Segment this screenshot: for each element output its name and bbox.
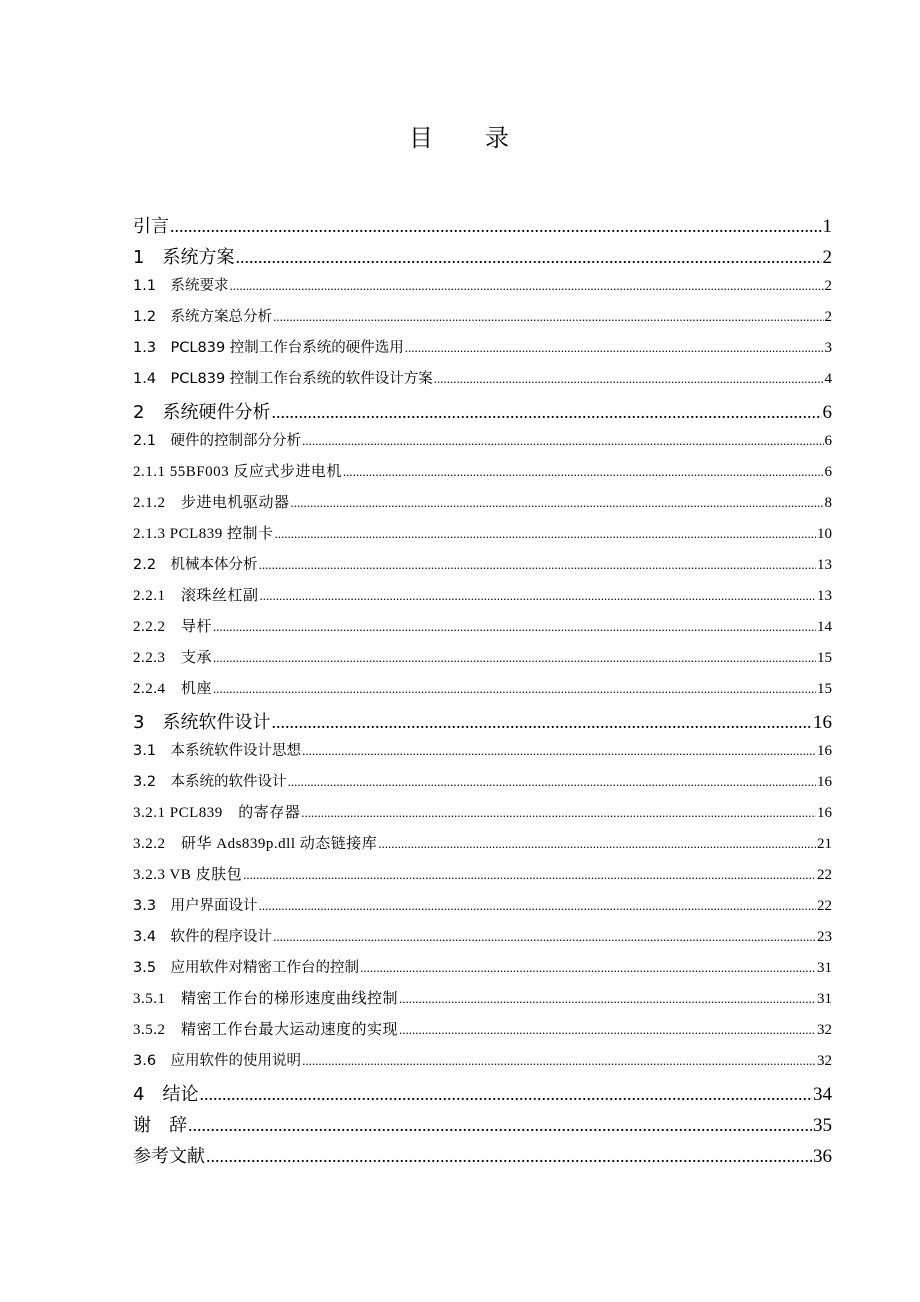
toc-entry[interactable] bbox=[133, 460, 832, 491]
title-char-right: 录 bbox=[485, 124, 511, 152]
toc-entry-page: 6 bbox=[822, 402, 832, 423]
toc-entry[interactable] bbox=[133, 584, 832, 615]
toc-entry-page: 1 bbox=[822, 216, 832, 237]
toc-entry-page: 15 bbox=[817, 650, 832, 666]
toc-leader-dots bbox=[302, 743, 816, 759]
toc-leader-dots bbox=[259, 898, 816, 914]
toc-entry[interactable] bbox=[133, 336, 832, 367]
toc-leader-dots bbox=[271, 712, 812, 733]
toc-leader-dots bbox=[399, 1022, 816, 1038]
toc-entry[interactable] bbox=[133, 646, 832, 677]
toc-leader-dots bbox=[213, 650, 816, 666]
toc-leader-dots bbox=[301, 805, 816, 821]
toc-leader-dots bbox=[213, 619, 816, 635]
toc-entry-page: 16 bbox=[817, 774, 832, 790]
toc-entry[interactable] bbox=[133, 1080, 832, 1111]
toc-entry[interactable] bbox=[133, 1111, 832, 1142]
toc-entry-label: 2.2.3 支承 bbox=[133, 650, 213, 666]
toc-entry-label: 3.2 本系统的软件设计 bbox=[133, 774, 287, 790]
toc-entry-page: 13 bbox=[817, 557, 832, 573]
toc-leader-dots bbox=[288, 774, 816, 790]
toc-entry[interactable] bbox=[133, 863, 832, 894]
toc-entry-page: 6 bbox=[824, 464, 832, 480]
toc-entry-label: 3.4 软件的程序设计 bbox=[133, 929, 273, 945]
toc-entry-page: 22 bbox=[817, 898, 832, 914]
toc-entry-page: 16 bbox=[817, 805, 832, 821]
toc-entry-page: 32 bbox=[817, 1022, 832, 1038]
toc-entry-label: 2.2.4 机座 bbox=[133, 681, 213, 697]
toc-leader-dots bbox=[170, 216, 822, 237]
toc-entry-label: 3.2.1 PCL839 的寄存器 bbox=[133, 805, 301, 821]
toc-leader-dots bbox=[230, 278, 824, 294]
toc-entry[interactable] bbox=[133, 398, 832, 429]
toc-entry-label: 3.3 用户界面设计 bbox=[133, 898, 258, 914]
toc-entry-page: 36 bbox=[813, 1146, 832, 1167]
toc-entry-page: 2 bbox=[822, 247, 832, 268]
toc-leader-dots bbox=[405, 340, 824, 356]
toc-entry[interactable] bbox=[133, 956, 832, 987]
toc-entry[interactable] bbox=[133, 1018, 832, 1049]
toc-entry-label: 引言 bbox=[133, 216, 169, 237]
title-char-left: 目 bbox=[409, 124, 435, 152]
toc-entry[interactable] bbox=[133, 770, 832, 801]
toc-entry-label: 2.1 硬件的控制部分分析 bbox=[133, 433, 302, 449]
table-of-contents bbox=[133, 212, 832, 1173]
toc-entry-label: 3.2.3 VB 皮肤包 bbox=[133, 867, 243, 883]
toc-leader-dots bbox=[360, 960, 816, 976]
toc-entry[interactable] bbox=[133, 1049, 832, 1080]
toc-leader-dots bbox=[271, 402, 821, 423]
toc-entry-page: 34 bbox=[813, 1084, 832, 1105]
toc-entry-page: 32 bbox=[817, 1053, 832, 1069]
page-title bbox=[0, 118, 920, 153]
toc-leader-dots bbox=[273, 309, 823, 325]
toc-leader-dots bbox=[378, 836, 816, 852]
toc-leader-dots bbox=[399, 991, 816, 1007]
toc-entry-page: 22 bbox=[817, 867, 832, 883]
toc-entry[interactable] bbox=[133, 429, 832, 460]
toc-leader-dots bbox=[273, 929, 816, 945]
toc-entry[interactable] bbox=[133, 987, 832, 1018]
toc-entry-page: 2 bbox=[824, 278, 832, 294]
toc-entry-label: 1 系统方案 bbox=[133, 247, 235, 268]
toc-entry-page: 14 bbox=[817, 619, 832, 635]
toc-entry[interactable] bbox=[133, 491, 832, 522]
toc-entry[interactable] bbox=[133, 615, 832, 646]
toc-entry[interactable] bbox=[133, 925, 832, 956]
toc-leader-dots bbox=[291, 495, 824, 511]
toc-entry-page: 21 bbox=[817, 836, 832, 852]
toc-entry-label: 4 结论 bbox=[133, 1084, 199, 1105]
toc-leader-dots bbox=[213, 681, 816, 697]
toc-entry-page: 16 bbox=[813, 712, 832, 733]
toc-entry-label: 参考文献 bbox=[133, 1146, 205, 1167]
toc-entry-label: 2.1.3 PCL839 控制卡 bbox=[133, 526, 274, 542]
toc-entry-page: 10 bbox=[817, 526, 832, 542]
toc-entry[interactable] bbox=[133, 305, 832, 336]
toc-leader-dots bbox=[199, 1084, 812, 1105]
toc-leader-dots bbox=[434, 371, 824, 387]
toc-entry-label: 1.2 系统方案总分析 bbox=[133, 309, 273, 325]
toc-entry-page: 23 bbox=[817, 929, 832, 945]
toc-leader-dots bbox=[260, 588, 816, 604]
toc-entry-page: 4 bbox=[824, 371, 832, 387]
toc-entry[interactable] bbox=[133, 739, 832, 770]
toc-entry-label: 2.2 机械本体分析 bbox=[133, 557, 258, 573]
toc-leader-dots bbox=[206, 1146, 812, 1167]
toc-leader-dots bbox=[243, 867, 816, 883]
toc-entry-page: 8 bbox=[824, 495, 832, 511]
toc-entry-label: 1.4 PCL839 控制工作台系统的软件设计方案 bbox=[133, 371, 433, 387]
toc-entry-label: 2.2.2 导杆 bbox=[133, 619, 213, 635]
toc-entry-page: 13 bbox=[817, 588, 832, 604]
toc-leader-dots bbox=[302, 1053, 816, 1069]
toc-entry-label: 3 系统软件设计 bbox=[133, 712, 271, 733]
toc-entry-page: 31 bbox=[817, 991, 832, 1007]
toc-entry-page: 3 bbox=[824, 340, 832, 356]
toc-entry-page: 15 bbox=[817, 681, 832, 697]
toc-entry-label: 3.5.2 精密工作台最大运动速度的实现 bbox=[133, 1022, 399, 1038]
toc-leader-dots bbox=[188, 1115, 812, 1136]
toc-leader-dots bbox=[259, 557, 816, 573]
toc-entry-page: 16 bbox=[817, 743, 832, 759]
toc-entry-label: 1.3 PCL839 控制工作台系统的硬件选用 bbox=[133, 340, 404, 356]
toc-entry-label: 谢 辞 bbox=[133, 1115, 187, 1136]
toc-entry[interactable] bbox=[133, 212, 832, 243]
toc-entry[interactable] bbox=[133, 708, 832, 739]
toc-entry-label: 3.5.1 精密工作台的梯形速度曲线控制 bbox=[133, 991, 399, 1007]
toc-entry-label: 3.5 应用软件对精密工作台的控制 bbox=[133, 960, 360, 976]
toc-entry-page: 31 bbox=[817, 960, 832, 976]
toc-leader-dots bbox=[235, 247, 821, 268]
toc-entry-label: 3.1 本系统软件设计思想 bbox=[133, 743, 302, 759]
toc-entry[interactable] bbox=[133, 832, 832, 863]
toc-entry[interactable] bbox=[133, 1142, 832, 1173]
toc-entry-page: 6 bbox=[824, 433, 832, 449]
toc-entry[interactable] bbox=[133, 894, 832, 925]
toc-entry[interactable] bbox=[133, 553, 832, 584]
toc-leader-dots bbox=[275, 526, 816, 542]
toc-entry-label: 2 系统硬件分析 bbox=[133, 402, 271, 423]
toc-entry-page: 2 bbox=[824, 309, 832, 325]
toc-entry[interactable] bbox=[133, 677, 832, 708]
toc-entry[interactable] bbox=[133, 522, 832, 553]
toc-entry-label: 3.2.2 研华 Ads839p.dll 动态链接库 bbox=[133, 836, 378, 852]
toc-entry[interactable] bbox=[133, 274, 832, 305]
toc-leader-dots bbox=[343, 464, 824, 480]
toc-entry-label: 1.1 系统要求 bbox=[133, 278, 229, 294]
toc-entry-label: 2.2.1 滚珠丝杠副 bbox=[133, 588, 259, 604]
toc-entry[interactable] bbox=[133, 367, 832, 398]
toc-leader-dots bbox=[302, 433, 823, 449]
toc-entry-label: 3.6 应用软件的使用说明 bbox=[133, 1053, 302, 1069]
toc-entry[interactable] bbox=[133, 243, 832, 274]
toc-entry-label: 2.1.2 步进电机驱动器 bbox=[133, 495, 290, 511]
toc-entry-page: 35 bbox=[813, 1115, 832, 1136]
toc-entry-label: 2.1.1 55BF003 反应式步进电机 bbox=[133, 464, 342, 480]
toc-entry[interactable] bbox=[133, 801, 832, 832]
